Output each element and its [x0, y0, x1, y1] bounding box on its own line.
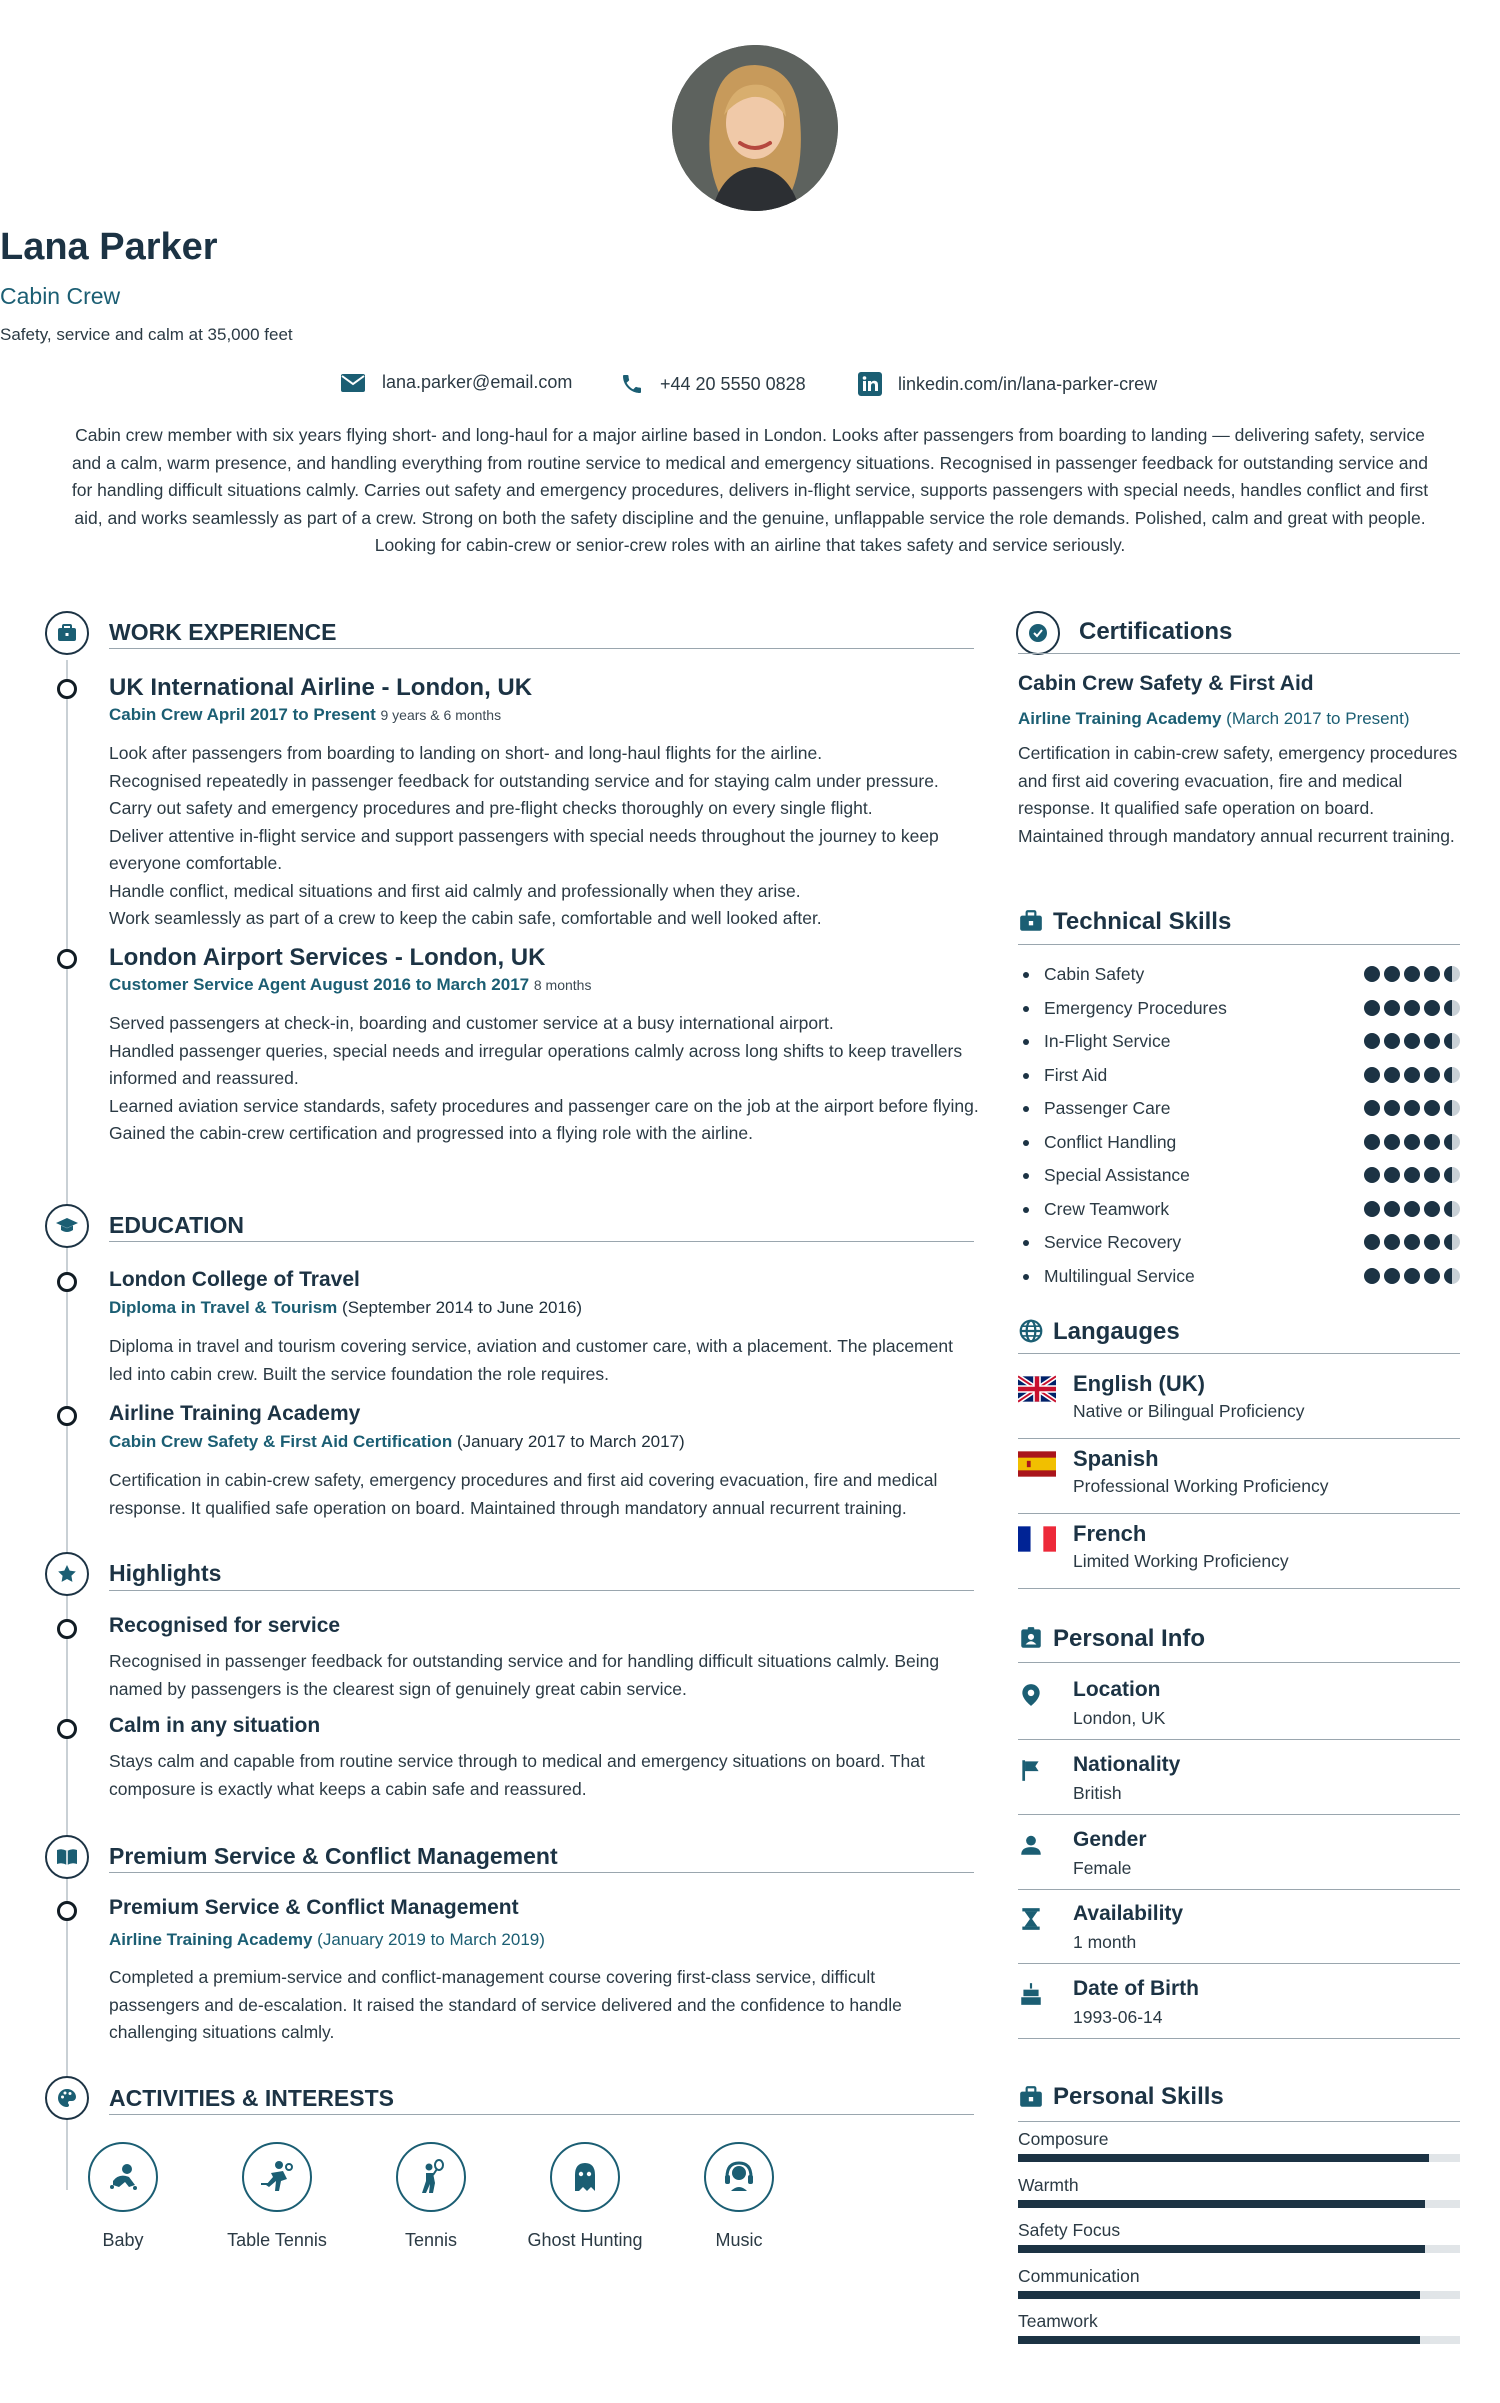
contact-bar	[0, 372, 1500, 402]
bullet-icon	[1023, 1140, 1029, 1146]
uk-flag-icon	[1018, 1375, 1056, 1403]
personal-info-item	[1018, 1751, 1460, 1823]
rating-dot	[1384, 1000, 1400, 1016]
email-contact[interactable]	[340, 372, 572, 393]
degree-dates: (January 2017 to March 2017)	[456, 1432, 685, 1451]
linkedin-text: linkedin.com/in/lana-parker-crew	[898, 373, 1158, 394]
rating-dot	[1404, 966, 1420, 982]
rating-dot	[1424, 1134, 1440, 1150]
personal-skills-section-rule	[1018, 2121, 1460, 2122]
education-section-icon	[45, 1204, 89, 1248]
info-key: Gender	[1073, 1828, 1147, 1851]
course-org: Airline Training Academy	[109, 1930, 313, 1949]
rating-dot	[1424, 1033, 1440, 1049]
language-item	[1018, 1367, 1460, 1439]
rating-dot	[1384, 1100, 1400, 1116]
flag-icon	[1018, 1757, 1044, 1783]
hourglass-icon	[1018, 1906, 1044, 1932]
skill-bar-track	[1018, 2200, 1460, 2208]
course-description: Completed a premium-service and conflict-management course covering first-class service, difficult passengers and de-escalation. It raised the standard of service delivered and the confidence to handle challenging situations calmly.	[109, 1967, 902, 2042]
info-divider	[1018, 1963, 1460, 1964]
france-flag-icon	[1018, 1525, 1056, 1553]
phone-icon	[620, 372, 644, 396]
skill-rating	[1364, 966, 1460, 982]
job-line: Look after passengers from boarding to landing on short- and long-haul flights for the airline.	[109, 743, 823, 763]
interest-label: Ghost Hunting	[527, 2230, 643, 2250]
work-section-title: WORK EXPERIENCE	[109, 619, 337, 645]
language-item	[1018, 1517, 1460, 1589]
personal-skill-row	[1018, 2220, 1460, 2266]
degree-name: Cabin Crew Safety & First Aid Certification	[109, 1432, 453, 1451]
skill-rating	[1364, 1000, 1460, 1016]
timeline-dot	[57, 949, 77, 969]
personal-skill-label: Safety Focus	[1018, 2220, 1121, 2241]
skill-rating	[1364, 1033, 1460, 1049]
highlights-section-title: Highlights	[109, 1560, 222, 1586]
languages-section-rule	[1018, 1353, 1460, 1354]
language-name: English (UK)	[1073, 1371, 1205, 1396]
job-line: Gained the cabin-crew certification and progressed into a flying role with the airline.	[109, 1123, 753, 1143]
interests-section-icon	[45, 2076, 89, 2120]
timeline-dot	[57, 1901, 77, 1921]
info-value: British	[1073, 1783, 1122, 1803]
music-icon	[704, 2142, 774, 2212]
rating-dot	[1444, 1033, 1460, 1049]
highlight-heading: Calm in any situation	[109, 1714, 321, 1737]
rating-dot	[1404, 1201, 1420, 1217]
info-divider	[1018, 1889, 1460, 1890]
certification-dates: (March 2017 to Present)	[1226, 709, 1410, 728]
tech-skill-label: Cabin Safety	[1044, 964, 1145, 984]
language-name: Spanish	[1073, 1446, 1159, 1471]
rating-dot	[1364, 1033, 1380, 1049]
rating-dot	[1444, 1167, 1460, 1183]
course-line	[109, 1930, 545, 1950]
job-line: Learned aviation service standards, safety procedures and passenger care on the job at the airport before flying.	[109, 1095, 979, 1116]
job-role: Customer Service Agent	[109, 975, 306, 994]
course-section-icon	[45, 1835, 89, 1879]
skill-rating	[1364, 1234, 1460, 1250]
rating-dot	[1364, 1268, 1380, 1284]
rating-dot	[1424, 1000, 1440, 1016]
tech-skill-row	[1018, 1128, 1460, 1158]
degree-dates: (September 2014 to June 2016)	[342, 1298, 583, 1317]
tech-skill-label: Crew Teamwork	[1044, 1198, 1170, 1219]
tech-skill-row	[1018, 1094, 1460, 1124]
personal-info-item	[1018, 1676, 1460, 1748]
rating-dot	[1424, 1268, 1440, 1284]
bullet-icon	[1023, 1173, 1029, 1179]
rating-dot	[1384, 966, 1400, 982]
tech-skill-row	[1018, 1161, 1460, 1191]
tennis-icon	[396, 2142, 466, 2212]
info-divider	[1018, 1814, 1460, 1815]
rating-dot	[1424, 1100, 1440, 1116]
tech-skill-row	[1018, 1195, 1460, 1225]
job-line: Served passengers at check-in, boarding and customer service at a busy international airport.	[109, 1013, 834, 1033]
job-duration: 8 months	[533, 977, 592, 993]
tech-skill-row	[1018, 1061, 1460, 1091]
highlight-text: Stays calm and capable from routine service through to medical and emergency situations on board. That composure is exactly what keeps a cabin safe and reassured.	[109, 1751, 925, 1799]
rating-dot	[1364, 966, 1380, 982]
rating-dot	[1424, 1201, 1440, 1217]
language-level: Professional Working Proficiency	[1073, 1476, 1329, 1496]
education-description: Diploma in travel and tourism covering service, aviation and customer care, with a placement. The placement led into cabin crew. Built the service foundation the role requires.	[109, 1336, 953, 1384]
skill-bar-track	[1018, 2154, 1460, 2162]
certifications-section-icon	[1016, 611, 1060, 655]
rating-dot	[1364, 1201, 1380, 1217]
tech-skill-row	[1018, 1027, 1460, 1057]
rating-dot	[1404, 1268, 1420, 1284]
personal-skills-section-title: Personal Skills	[1053, 2083, 1224, 2110]
bullet-icon	[1023, 972, 1029, 978]
degree-name: Diploma in Travel & Tourism	[109, 1298, 338, 1317]
languages-section-title: Langauges	[1053, 1318, 1180, 1345]
rating-dot	[1384, 1234, 1400, 1250]
timeline-dot	[57, 1619, 77, 1639]
rating-dot	[1444, 1000, 1460, 1016]
job-description	[109, 1010, 979, 1148]
rating-dot	[1384, 1067, 1400, 1083]
job-line: Recognised repeatedly in passenger feedback for outstanding service and for staying calm under pressure.	[109, 770, 939, 791]
interest-item	[356, 2142, 506, 2262]
rating-dot	[1404, 1234, 1420, 1250]
email-icon	[340, 373, 366, 393]
skill-bar-fill	[1018, 2154, 1429, 2162]
course-dates: (January 2019 to March 2019)	[317, 1930, 545, 1949]
language-item	[1018, 1442, 1460, 1514]
education-section-rule	[109, 1241, 974, 1242]
rating-dot	[1364, 1000, 1380, 1016]
job-line: Handled passenger queries, special needs and irregular operations calmly across long shifts to keep travellers informed and reassured.	[109, 1040, 963, 1088]
timeline-dot	[57, 1406, 77, 1426]
job-role: Cabin Crew	[109, 705, 203, 724]
table-tennis-icon	[242, 2142, 312, 2212]
rating-dot	[1404, 1067, 1420, 1083]
job-duration: 9 years & 6 months	[380, 707, 502, 723]
job-heading: London Airport Services - London, UK	[109, 944, 546, 971]
rating-dot	[1444, 1134, 1460, 1150]
personal-skill-row	[1018, 2311, 1460, 2357]
email-text: lana.parker@email.com	[382, 372, 573, 392]
highlight-text: Recognised in passenger feedback for outstanding service and for handling difficult situations calmly. Being named by passengers is the clearest sign of genuinely great cabin service.	[109, 1651, 940, 1699]
rating-dot	[1364, 1100, 1380, 1116]
certification-name: Cabin Crew Safety & First Aid	[1018, 672, 1314, 695]
globe-icon	[1018, 1318, 1044, 1344]
candidate-role: Cabin Crew	[0, 283, 121, 309]
rating-dot	[1364, 1067, 1380, 1083]
job-dates: August 2016 to March 2017	[309, 975, 530, 994]
highlights-section-rule	[109, 1590, 974, 1591]
rating-dot	[1404, 1134, 1420, 1150]
toolbox-icon	[1018, 2084, 1044, 2110]
certification-description: Certification in cabin-crew safety, emergency procedures and first aid covering evacuation, fire and medical response. It qualified safe operation on board. Maintained through mandatory annual recurrent training.	[1018, 743, 1458, 846]
degree-line	[109, 1432, 685, 1452]
palette-icon	[55, 2086, 79, 2110]
skill-bar-track	[1018, 2336, 1460, 2344]
language-divider	[1018, 1438, 1460, 1439]
bullet-icon	[1023, 1006, 1029, 1012]
bullet-icon	[1023, 1240, 1029, 1246]
course-section-rule	[109, 1872, 974, 1873]
badge-check-icon	[1026, 621, 1050, 645]
tech-skill-label: Special Assistance	[1044, 1165, 1190, 1185]
cake-icon	[1018, 1981, 1044, 2007]
education-section-title: EDUCATION	[109, 1212, 245, 1238]
interest-item	[664, 2142, 814, 2262]
bullet-icon	[1023, 1274, 1029, 1280]
rating-dot	[1404, 1100, 1420, 1116]
certification-org: Airline Training Academy	[1018, 709, 1222, 728]
bullet-icon	[1023, 1207, 1029, 1213]
school-name: London College of Travel	[109, 1268, 360, 1291]
personal-info-item	[1018, 1900, 1460, 1972]
info-key: Date of Birth	[1073, 1977, 1199, 2000]
candidate-tagline: Safety, service and calm at 35,000 feet	[0, 325, 293, 344]
job-subheading	[109, 705, 501, 725]
personal-skill-label: Teamwork	[1018, 2311, 1098, 2332]
tech-skill-row	[1018, 1262, 1460, 1292]
timeline-dot	[57, 1272, 77, 1292]
id-card-icon	[1018, 1625, 1044, 1651]
certifications-section-rule	[1018, 653, 1460, 654]
bullet-icon	[1023, 1039, 1029, 1045]
job-line: Work seamlessly as part of a crew to keep the cabin safe, comfortable and well looked after.	[109, 908, 822, 928]
course-heading: Premium Service & Conflict Management	[109, 1896, 519, 1919]
skill-rating	[1364, 1134, 1460, 1150]
work-section-icon	[45, 611, 89, 655]
linkedin-contact[interactable]	[858, 372, 1157, 396]
skill-rating	[1364, 1100, 1460, 1116]
interest-item	[202, 2142, 352, 2262]
tech-skill-label: Conflict Handling	[1044, 1131, 1177, 1152]
skill-bar-fill	[1018, 2291, 1420, 2299]
skill-rating	[1364, 1067, 1460, 1083]
job-line: Handle conflict, medical situations and first aid calmly and professionally when they arise.	[109, 880, 801, 901]
rating-dot	[1444, 1067, 1460, 1083]
certification-line	[1018, 709, 1409, 729]
interest-item	[48, 2142, 198, 2262]
ghost-icon	[550, 2142, 620, 2212]
interest-label: Table Tennis	[227, 2230, 327, 2250]
spain-flag-icon	[1018, 1450, 1056, 1478]
job-dates: April 2017 to Present	[206, 705, 376, 724]
info-key: Availability	[1073, 1902, 1184, 1925]
personal-skill-row	[1018, 2129, 1460, 2175]
info-value: London, UK	[1073, 1708, 1166, 1728]
language-level: Limited Working Proficiency	[1073, 1551, 1289, 1571]
course-section-title: Premium Service & Conflict Management	[109, 1843, 558, 1869]
personal-skill-label: Composure	[1018, 2129, 1109, 2149]
info-divider	[1018, 2038, 1460, 2039]
personal-info-item	[1018, 1975, 1460, 2047]
personal-skill-row	[1018, 2266, 1460, 2312]
rating-dot	[1444, 1268, 1460, 1284]
info-value: 1 month	[1073, 1932, 1137, 1952]
linkedin-icon	[858, 372, 882, 396]
rating-dot	[1384, 1201, 1400, 1217]
bullet-icon	[1023, 1106, 1029, 1112]
skill-rating	[1364, 1268, 1460, 1284]
rating-dot	[1364, 1234, 1380, 1250]
job-description	[109, 740, 979, 933]
profile-summary: Cabin crew member with six years flying short- and long-haul for a major airline based in London. Looks after passengers from boarding to landing — delivering safety, service and a calm, warm presence, and handling everything from routine service to medical and emergency situations. Recognised in passenger feedback for outstanding service and for handling difficult situations calmly. Carries out safety and emergency procedures, delivers in-flight service, supports passengers with special needs, handles conflict and first aid, and works seamlessly as part of a crew. Strong on both the safety discipline and the genuine, unflappable service the role demands. Polished, calm and great with people. Looking for cabin-crew or senior-crew roles with an airline that takes safety and service seriously.	[71, 425, 1429, 555]
baby-icon	[88, 2142, 158, 2212]
school-name: Airline Training Academy	[109, 1402, 361, 1425]
skill-bar-fill	[1018, 2200, 1425, 2208]
skill-rating	[1364, 1201, 1460, 1217]
rating-dot	[1444, 1100, 1460, 1116]
rating-dot	[1384, 1134, 1400, 1150]
interest-item	[510, 2142, 660, 2262]
rating-dot	[1384, 1033, 1400, 1049]
interests-section-title: ACTIVITIES & INTERESTS	[109, 2085, 394, 2111]
location-pin-icon	[1018, 1682, 1044, 1708]
toolbox-icon	[1018, 908, 1044, 934]
tech-skill-label: Multilingual Service	[1044, 1265, 1195, 1286]
rating-dot	[1384, 1167, 1400, 1183]
rating-dot	[1444, 966, 1460, 982]
personal-info-section-rule	[1018, 1662, 1460, 1663]
rating-dot	[1364, 1167, 1380, 1183]
rating-dot	[1444, 1201, 1460, 1217]
info-divider	[1018, 1739, 1460, 1740]
education-description: Certification in cabin-crew safety, emergency procedures and first aid covering evacuation, fire and medical response. It qualified safe operation on board. Maintained through mandatory annual recurrent training.	[109, 1470, 938, 1518]
personal-skill-row	[1018, 2175, 1460, 2221]
rating-dot	[1444, 1234, 1460, 1250]
highlights-section-icon	[45, 1552, 89, 1596]
skill-rating	[1364, 1167, 1460, 1183]
language-divider	[1018, 1588, 1460, 1589]
language-name: French	[1073, 1521, 1147, 1546]
personal-info-section-title: Personal Info	[1053, 1625, 1206, 1652]
tech-skill-row	[1018, 994, 1460, 1024]
timeline-dot	[57, 679, 77, 699]
tech-skill-row	[1018, 1228, 1460, 1258]
candidate-name: Lana Parker	[0, 226, 218, 268]
tech-skill-label: Emergency Procedures	[1044, 997, 1227, 1018]
personal-info-item	[1018, 1826, 1460, 1898]
timeline-dot	[57, 1719, 77, 1739]
skill-bar-track	[1018, 2245, 1460, 2253]
rating-dot	[1424, 1167, 1440, 1183]
work-section-rule	[109, 648, 974, 649]
graduation-cap-icon	[55, 1214, 79, 1238]
tech-skills-section-rule	[1018, 944, 1460, 945]
bullet-icon	[1023, 1073, 1029, 1079]
rating-dot	[1404, 1167, 1420, 1183]
tech-skill-label: First Aid	[1044, 1064, 1108, 1085]
rating-dot	[1404, 1000, 1420, 1016]
phone-contact[interactable]	[620, 372, 806, 396]
job-heading: UK International Airline - London, UK	[109, 674, 533, 701]
star-icon	[55, 1562, 79, 1586]
job-line: Carry out safety and emergency procedures and pre-flight checks thoroughly on every single flight.	[109, 798, 873, 818]
person-icon	[1018, 1832, 1044, 1858]
tech-skill-row	[1018, 960, 1460, 990]
interests-section-rule	[109, 2114, 974, 2115]
rating-dot	[1364, 1134, 1380, 1150]
interest-label: Baby	[102, 2230, 144, 2250]
book-icon	[55, 1845, 79, 1869]
highlight-heading: Recognised for service	[109, 1614, 341, 1637]
info-key: Nationality	[1073, 1753, 1181, 1776]
tech-skill-label: Passenger Care	[1044, 1098, 1171, 1118]
skill-bar-fill	[1018, 2245, 1425, 2253]
tech-skills-section-title: Technical Skills	[1053, 908, 1232, 935]
certifications-section-title: Certifications	[1079, 618, 1233, 645]
personal-skill-label: Communication	[1018, 2265, 1140, 2286]
degree-line	[109, 1298, 582, 1318]
rating-dot	[1424, 966, 1440, 982]
info-value: Female	[1073, 1858, 1132, 1878]
phone-text: +44 20 5550 0828	[660, 373, 806, 394]
interest-label: Music	[715, 2230, 763, 2250]
skill-bar-track	[1018, 2291, 1460, 2299]
job-subheading	[109, 975, 591, 995]
language-divider	[1018, 1513, 1460, 1514]
language-level: Native or Bilingual Proficiency	[1073, 1401, 1305, 1421]
profile-photo	[672, 45, 838, 211]
tech-skill-label: In-Flight Service	[1044, 1031, 1171, 1051]
tech-skill-label: Service Recovery	[1044, 1232, 1182, 1252]
rating-dot	[1424, 1067, 1440, 1083]
rating-dot	[1424, 1234, 1440, 1250]
personal-skill-label: Warmth	[1018, 2174, 1079, 2195]
rating-dot	[1404, 1033, 1420, 1049]
job-line: Deliver attentive in-flight service and support passengers with special needs throughout the journey to keep everyone comfortable.	[109, 825, 939, 873]
briefcase-icon	[55, 621, 79, 645]
info-key: Location	[1073, 1678, 1161, 1701]
skill-bar-fill	[1018, 2336, 1420, 2344]
info-value: 1993-06-14	[1073, 2007, 1163, 2027]
rating-dot	[1384, 1268, 1400, 1284]
interest-label: Tennis	[404, 2230, 458, 2250]
